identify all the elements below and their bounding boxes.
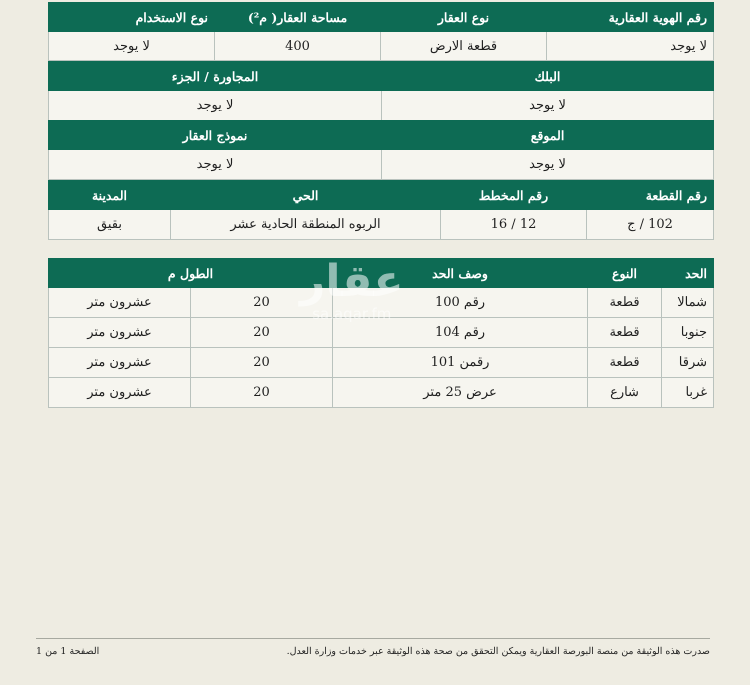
boundary-length-number: 20 [191,348,333,378]
header-usage-type: نوع الاستخدام [49,3,215,32]
boundary-type: قطعة [588,318,662,348]
boundary-type: شارع [588,378,662,408]
boundary-type: قطعة [588,288,662,318]
header-boundary-description: وصف الحد [333,259,588,288]
boundary-length-words: عشرون متر [49,378,191,408]
value-location: لا يوجد [382,150,714,180]
value-plan-number: 12 / 16 [441,210,587,240]
value-property-area: 400 [215,32,381,61]
boundary-direction: شرقا [662,348,714,378]
header-neighborhood-part: المجاورة / الجزء [49,62,382,91]
header-property-id: رقم الهوية العقارية [547,3,714,32]
header-property-area: مساحة العقار( م²) [215,3,381,32]
boundary-description: رقم 104 [333,318,588,348]
header-location: الموقع [382,121,714,150]
header-property-model: نموذج العقار [49,121,382,150]
boundary-length-words: عشرون متر [49,348,191,378]
header-boundary: الحد [662,259,714,288]
watermark-brand: عقار [300,256,404,307]
boundary-direction: غربا [662,378,714,408]
value-property-model: لا يوجد [49,150,382,180]
boundary-length-number: 20 [191,318,333,348]
plot-table [48,180,714,240]
value-property-id: لا يوجد [547,32,714,61]
property-info-table [48,2,714,61]
boundary-direction: شمالا [662,288,714,318]
value-property-type: قطعة الارض [381,32,547,61]
header-block: البلك [382,62,714,91]
header-property-type: نوع العقار [381,3,547,32]
page-number: الصفحة 1 من 1 [36,646,100,657]
header-plot-number: رقم القطعة [587,181,714,210]
verification-note: صدرت هذه الوثيقة من منصة البورصة العقارية ويمكن التحقق من صحة هذه الوثيقة عبر خدمات وزارة العدل. [286,646,710,657]
header-district: الحي [171,181,441,210]
boundary-length-words: عشرون متر [49,288,191,318]
value-plot-number: 102 / ج [587,210,714,240]
value-neighborhood-part: لا يوجد [49,91,382,121]
boundary-direction: جنوبا [662,318,714,348]
header-length: الطول م [49,259,333,288]
table-row [49,318,714,348]
boundary-description: عرض 25 متر [333,378,588,408]
block-table [48,61,714,121]
document-footer [36,638,710,661]
header-city: المدينة [49,181,171,210]
boundary-length-number: 20 [191,378,333,408]
table-row [49,288,714,318]
value-usage-type: لا يوجد [49,32,215,61]
value-city: بقيق [49,210,171,240]
boundary-type: قطعة [588,348,662,378]
table-row [49,378,714,408]
boundaries-table [48,258,714,408]
location-table [48,120,714,180]
watermark-site: sa.aqar.fm [312,305,392,323]
boundary-length-words: عشرون متر [49,318,191,348]
value-block: لا يوجد [382,91,714,121]
boundary-length-number: 20 [191,288,333,318]
header-boundary-type: النوع [588,259,662,288]
value-district: الربوه المنطقة الحادية عشر [171,210,441,240]
boundary-description: رقم 100 [333,288,588,318]
header-plan-number: رقم المخطط [441,181,587,210]
boundary-description: رقمن 101 [333,348,588,378]
table-row [49,348,714,378]
